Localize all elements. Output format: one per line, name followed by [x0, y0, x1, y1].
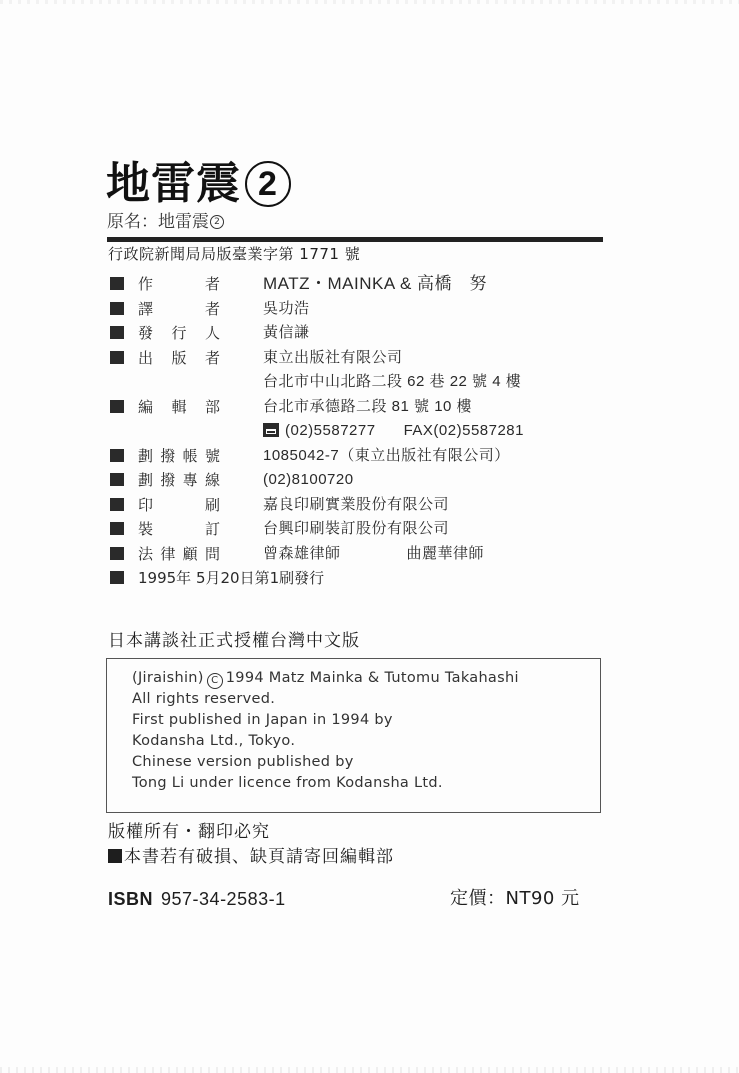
credit-row-author: [110, 272, 610, 297]
credit-row-translator: [110, 297, 610, 322]
square-bullet-icon: [110, 571, 124, 584]
credit-label: 印 刷: [138, 495, 220, 514]
publication-date: 1995年 5月20日第1刷發行: [138, 569, 325, 587]
credit-value: 嘉良印刷實業股份有限公司: [263, 495, 450, 513]
square-bullet-icon: [110, 351, 124, 364]
square-bullet-icon: [110, 547, 124, 560]
square-bullet-icon: [108, 849, 122, 863]
credits-list: [110, 272, 610, 590]
credit-value: 黃信謙: [263, 324, 310, 341]
credit-value: 吳功浩: [263, 299, 310, 317]
contact-numbers: [263, 419, 524, 443]
credit-label: 發 行 人: [138, 324, 220, 342]
credit-value: MATZ・MAINKA & 高橋 努: [263, 274, 488, 293]
original-title-text: 地雷震: [158, 212, 209, 232]
isbn-label: ISBN: [108, 889, 154, 909]
credit-label: 裝 訂: [138, 520, 220, 538]
copyright-box: [106, 658, 601, 813]
editorial-address: 台北市承德路二段 81 號 10 樓: [263, 397, 473, 415]
square-bullet-icon: [110, 302, 124, 315]
authorization-statement: 日本講談社正式授權台灣中文版: [108, 631, 360, 651]
credit-row-publisher-person: [110, 321, 610, 346]
original-title: [107, 211, 224, 233]
isbn: [108, 887, 286, 911]
square-bullet-icon: [110, 449, 124, 462]
copyright-line: (Jiraishin) C 1994 Matz Mainka & Tutomu Takahashi: [132, 668, 600, 689]
license-number: 行政院新聞局局版臺業字第 1771 號: [108, 245, 361, 263]
credit-row-postal-account: [110, 444, 610, 469]
square-bullet-icon: [110, 522, 124, 535]
square-bullet-icon: [110, 277, 124, 290]
price: [450, 887, 580, 911]
credit-row-publisher-address: [110, 370, 610, 395]
credit-value: 台興印刷裝訂股份有限公司: [263, 520, 450, 537]
price-label: 定價：: [450, 888, 506, 909]
credit-value: [263, 542, 484, 566]
credit-row-binding: [110, 517, 610, 542]
credit-label: 編 輯 部: [138, 397, 220, 416]
fax-number: FAX(02)5587281: [403, 422, 524, 439]
copyright-line: First published in Japan in 1994 by: [132, 712, 393, 728]
copyright-line: Kodansha Ltd., Tokyo.: [132, 733, 296, 749]
square-bullet-icon: [110, 326, 124, 339]
publication-date-row: [110, 566, 610, 590]
credit-row-publisher: [110, 346, 610, 371]
credit-label: 作 者: [138, 275, 220, 293]
credit-row-contact: [110, 419, 610, 444]
lawyer-2: 曲麗華律師: [406, 544, 485, 562]
original-title-label: 原名：: [107, 212, 158, 232]
telephone-icon: [263, 423, 279, 437]
credit-value: (02)8100720: [263, 471, 354, 488]
thick-divider: [107, 237, 603, 242]
phone-number: (02)5587277: [285, 422, 376, 439]
scan-edge-bottom: [0, 1067, 739, 1073]
price-value: NT90 元: [505, 888, 580, 909]
credit-row-printing: [110, 493, 610, 518]
credit-label: 出 版 者: [138, 348, 220, 367]
credit-value: 東立出版社有限公司: [263, 348, 403, 366]
isbn-value: 957-34-2583-1: [161, 889, 286, 909]
volume-circle-badge: 2: [245, 161, 291, 207]
credit-row-editorial: [110, 395, 610, 420]
copyright-line: All rights reserved.: [132, 691, 276, 707]
credit-label: 劃 撥 專 線: [138, 471, 220, 489]
rights-reserved: 版權所有・翻印必究: [108, 822, 270, 842]
copyright-symbol-icon: C: [207, 673, 223, 689]
square-bullet-icon: [110, 400, 124, 413]
square-bullet-icon: [110, 473, 124, 486]
credit-value: 1085042-7（東立出版社有限公司）: [263, 446, 510, 464]
lawyer-1: 曾森雄律師: [263, 544, 341, 562]
publisher-address: 台北市中山北路二段 62 巷 22 號 4 樓: [263, 373, 522, 390]
original-volume-circle: 2: [210, 215, 224, 229]
book-title: [106, 158, 291, 210]
copyright-line: Chinese version published by: [132, 754, 354, 770]
copyright-line: Tong Li under licence from Kodansha Ltd.: [132, 775, 443, 791]
credit-label: 劃 撥 帳 號: [138, 446, 220, 465]
rights-notice: [108, 820, 394, 870]
square-bullet-icon: [110, 498, 124, 511]
damage-return-notice: 本書若有破損、缺頁請寄回編輯部: [108, 845, 394, 870]
credit-label: 譯 者: [138, 299, 220, 318]
credit-row-legal: [110, 542, 610, 567]
credit-label: 法 律 顧 問: [138, 544, 220, 563]
scan-edge-top: [0, 0, 739, 4]
credit-row-postal-hotline: [110, 468, 610, 493]
title-text: 地雷震: [106, 158, 241, 209]
